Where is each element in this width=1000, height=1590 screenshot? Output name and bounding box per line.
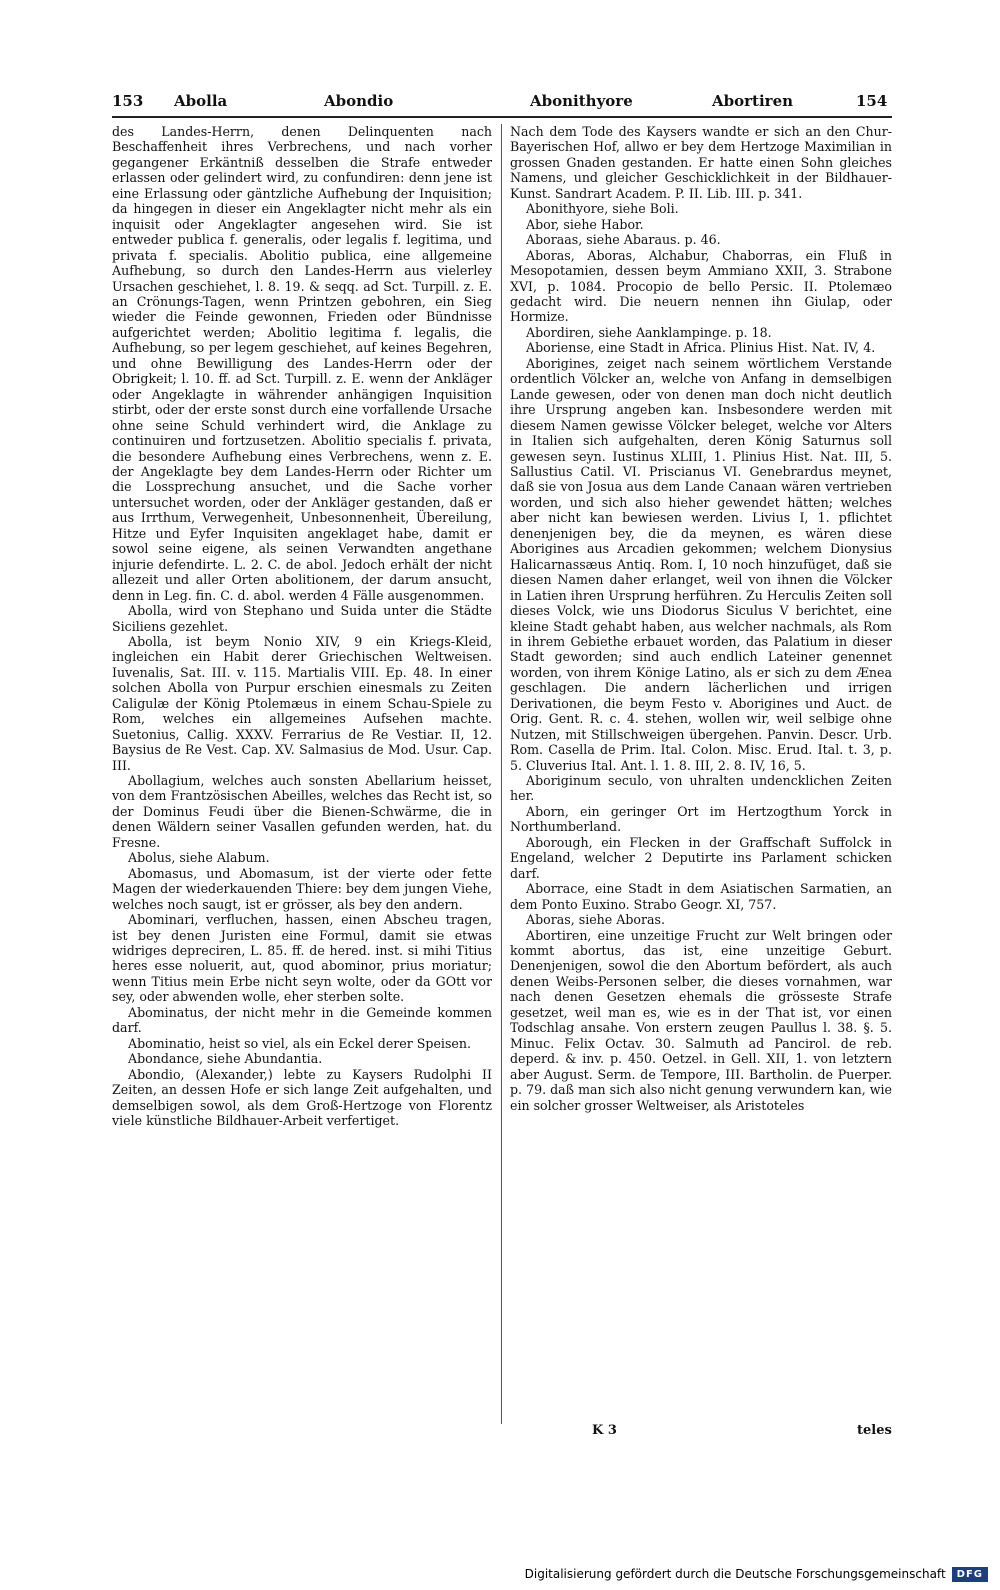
dictionary-entry: Abondio, (Alexander,) lebte zu Kaysers Rudolphi II Zeiten, an dessen Hofe er sich lange Zeit aufgehalten, und demselbigen sowol, als dem Groß-Hertzoge von Florentz viele künstliche Bildhauer-Arbeit verfertiget. <box>112 1066 492 1128</box>
header-keyword-4: Abortiren <box>712 92 794 110</box>
header-rule <box>112 116 892 118</box>
dictionary-entry: Abomasus, und Abomasum, ist der vierte oder fette Magen der wiederkauenden Thiere: bey dem jungen Viehe, welches noch saugt, ist er grösser, als bey den andern. <box>112 865 492 912</box>
dictionary-entry: Abonithyore, siehe Boli. <box>526 201 679 217</box>
dictionary-entry: Nach dem Tode des Kaysers wandte er sich an den Chur-Bayerischen Hof, allwo er bey dem Hertzoge Maximilian in grossen Gnaden gestanden. Er hatte einen Sohn gleiches Namens, und gleicher Geschicklichkeit in der Bildhauer-Kunst. Sandrart Academ. P. II. Lib. III. p. 341. <box>510 124 892 201</box>
dictionary-entry: Aboriense, eine Stadt in Africa. Plinius Hist. Nat. IV, 4. <box>526 340 876 356</box>
dictionary-entry: Abominari, verfluchen, hassen, einen Abscheu tragen, ist bey denen Juristen eine Formul, damit sie etwas widriges depreciren, L. 85. ff. de hered. inst. si mihi Titius heres esse noluerit, aut, quod abominor, prius moriatur; wenn Titius mein Erbe nicht seyn wolte, oder da GOtt vor sey, oder abwenden wolle, eher sterben solte. <box>112 912 492 1005</box>
page-number-left: 153 <box>112 92 144 110</box>
dictionary-entry: Aborough, ein Flecken in der Graffschaft Suffolck in Engeland, welcher 2 Deputirte ins Parlament schicken darf. <box>510 834 892 881</box>
dictionary-entry: Aborn, ein geringer Ort im Hertzogthum Yorck in Northumberland. <box>510 803 892 835</box>
dictionary-entry: Aborrace, eine Stadt in dem Asiatischen Sarmatien, an dem Ponto Euxino. Strabo Geogr. XI, 757. <box>510 881 892 912</box>
book-page <box>112 88 892 1508</box>
dictionary-entry: Aboriginum seculo, von uhralten undencklichen Zeiten her. <box>510 773 892 804</box>
column-divider <box>501 124 502 1424</box>
dictionary-entry: Abordiren, siehe Aanklampinge. p. 18. <box>526 324 772 340</box>
dictionary-entry: Abollagium, welches auch sonsten Abellarium heisset, von dem Frantzösischen Abeilles, welches das Recht ist, so der Dominus Feudi über die Bienen-Schwärme, die in denen Wäldern seiner Vasallen gefunden werden, hat. du Fresne. <box>112 773 492 850</box>
catchword: teles <box>857 1423 892 1438</box>
dictionary-entry: Abor, siehe Habor. <box>526 216 644 232</box>
dictionary-entry: Abominatus, der nicht mehr in die Gemeinde kommen darf. <box>112 1004 492 1036</box>
dictionary-entry: Abominatio, heist so viel, als ein Eckel derer Speisen. <box>128 1035 471 1051</box>
dfg-logo: DFG <box>952 1567 988 1582</box>
dictionary-entry: Aboras, siehe Aboras. <box>526 912 665 928</box>
digitization-footer <box>525 1564 988 1584</box>
dictionary-entry: Aboraas, siehe Abaraus. p. 46. <box>526 232 721 248</box>
dictionary-entry: Abolla, wird von Stephano und Suida unter die Städte Siciliens gezehlet. <box>112 603 492 634</box>
footer-text: Digitalisierung gefördert durch die Deutsche Forschungsgemeinschaft <box>524 1567 946 1581</box>
dictionary-entry: Abolla, ist beym Nonio XIV, 9 ein Kriegs-Kleid, ingleichen ein Habit derer Griechischen Weltweisen. Iuvenalis, Sat. III. v. 115. Martialis VIII. Ep. 48. In einer solchen Abolla von Purpur erschien einesmals zu Zeiten Caligulæ der König Ptolemæus in einem Schau-Spiele zu Rom, welches ein allgemeines Aufsehen machte. Suetonius, Callig. XXXV. Ferrarius de Re Vestiar. II, 12. Baysius de Re Vest. Cap. XV. Salmasius de Mod. Usur. Cap. III. <box>112 633 492 773</box>
page-number-right: 154 <box>856 92 888 110</box>
signature-mark: K 3 <box>592 1423 617 1438</box>
header-keyword-1: Abolla <box>174 92 228 110</box>
dictionary-entry: Aboras, Aboras, Alchabur, Chaborras, ein Fluß in Mesopotamien, dessen beym Ammiano XXII, 3. Strabone XVI, p. 1084. Procopio de bello Persic. II. Ptolemæo gedacht wird. Die neuern nennen ihn Giulap, oder Hormize. <box>510 247 892 325</box>
header-keyword-3: Abonithyore <box>530 92 633 110</box>
left-column <box>112 124 492 1424</box>
header-keyword-2: Abondio <box>324 92 394 110</box>
dictionary-entry: Aborigines, zeiget nach seinem wörtlichem Verstande ordentlich Völcker an, welche von Anfang in demselbigen Lande gewesen, oder von denen man doch nicht deutlich ihre Ursprung angeben kan. Insbesondere werden mit diesem Namen gewisse Völcker beleget, welche vor Alters in Italien sich aufgehalten, deren König Saturnus soll gewesen seyn. Iustinus XLIII, 1. Plinius Hist. Nat. III, 5. Sallustius Catil. VI. Priscianus VI. Genebrardus meynet, daß sie von Josua aus dem Lande Canaan wären vertrieben worden, und sich also hieher gewendet hätten; welches aber nicht kan bewiesen werden. Livius I, 1. pflichtet denenjenigen bey, die da meynen, es wären diese Aborigines aus Arcadien gekommen; welchem Dionysius Halicarnassæus Antiq. Rom. I, 10 noch hinzufüget, daß sie diesen Namen daher erlanget, weil von ihnen die Völcker in Latien ihren Ursprung herführen. Zu Herculis Zeiten soll dieses Volck, wie uns Diodorus Siculus V berichtet, eine kleine Stadt gehabt haben, aus welcher nachmals, als Rom in ihrem Gebiethe erbauet worden, das Palatium in dieser Stadt geworden; sind auch endlich Lateiner genennet worden, von ihrem Könige Latino, als er sich zu dem Ænea geschlagen. Die andern lächerlichen und irrigen Derivationen, die beym Festo v. Aborigines und Auct. de Orig. Gent. R. c. 4. stehen, wollen wir, weil selbige ohne Nutzen, mit Stillschweigen übergehen. Panvin. Descr. Urb. Rom. Casella de Prim. Ital. Colon. Misc. Erud. Ital. t. 3, p. 5. Cluverius Ital. Ant. l. 1. 8. III, 2. 8. IV, 16, 5. <box>510 355 892 773</box>
dictionary-entry: des Landes-Herrn, denen Delinquenten nach Beschaffenheit ihres Verbrechens, und nach vorher gegangener Erkäntniß desselben die Strafe entweder erlassen oder gelindert wird, zu confundiren: denn jene ist eine Erlassung oder gäntzliche Aufhebung der Inquisition; da hingegen in dieser ein Angeklagter nicht mehr als ein inquisit oder Angeklagter angesehen wird. Sie ist entweder publica f. generalis, oder legalis f. legitima, und privata f. specialis. Abolitio publica, eine allgemeine Aufhebung, so durch den Landes-Herrn aus vielerley Ursachen geschiehet, l. 8. 19. & seqq. ad Sct. Turpill. z. E. an Crönungs-Tagen, wenn Printzen gebohren, ein Sieg wieder die Feinde gewonnen, Frieden oder Bündnisse aufgerichtet werden; Abolitio legitima f. legalis, die Aufhebung, so per legem geschiehet, auf keines Begehren, und ohne Bewilligung des Landes-Herrn oder der Obrigkeit; l. 10. ff. ad Sct. Turpill. z. E. wenn der Ankläger oder Angeklagte in währender anhängigen Inquisition stirbt, oder der erste sonst durch eine vorfallende Ursache ohne seine Schuld verhindert wird, die Anklage zu continuiren und fortzusetzen. Abolitio specialis f. privata, die besondere Aufhebung eines Verbrechens, wenn z. E. der Angeklagte bey dem Landes-Herrn oder Richter um die Lossprechung ansuchet, und die Sache vorher untersuchet worden, oder der Ankläger gestanden, daß er aus Irrthum, Verwegenheit, Unbesonnenheit, Übereilung, Hitze und Eyfer Inquisiten angeklaget habe, damit er sowol seine eigene, als seinen Verwandten angethane injurie defendirte. L. 2. C. de abol. Jedoch erhält der nicht allezeit und aller Orten abolitionem, der darum ansucht, denn in Leg. fin. C. d. abol. werden 4 Fälle ausgenommen. <box>112 124 492 603</box>
dictionary-entry: Abortiren, eine unzeitige Frucht zur Welt bringen oder kommt abortus, das ist, eine unzeitige Geburt. Denenjenigen, sowol die den Abortum befördert, als auch denen Weibs-Personen selber, die dieses vornahmen, war nach denen Gesetzen ehemals die grösseste Strafe gesetzet, weil man es, wie es in der That ist, vor einen Todschlag ansahe. Von erstern zeugen Paullus l. 38. §. 5. Minuc. Felix Octav. 30. Salmuth ad Pancirol. de reb. deperd. & inv. p. 450. Oetzel. in Gell. XII, 1. von letztern aber August. Serm. de Tempore, III. Bartholin. de Puerper. p. 79. daß man sich also nicht genung verwundern kan, wie ein solcher grosser Weltweiser, als Aristoteles <box>510 927 892 1113</box>
dictionary-entry: Abolus, siehe Alabum. <box>128 850 270 866</box>
dictionary-entry: Abondance, siehe Abundantia. <box>128 1051 323 1067</box>
running-header <box>112 88 892 116</box>
right-column <box>510 124 892 1424</box>
